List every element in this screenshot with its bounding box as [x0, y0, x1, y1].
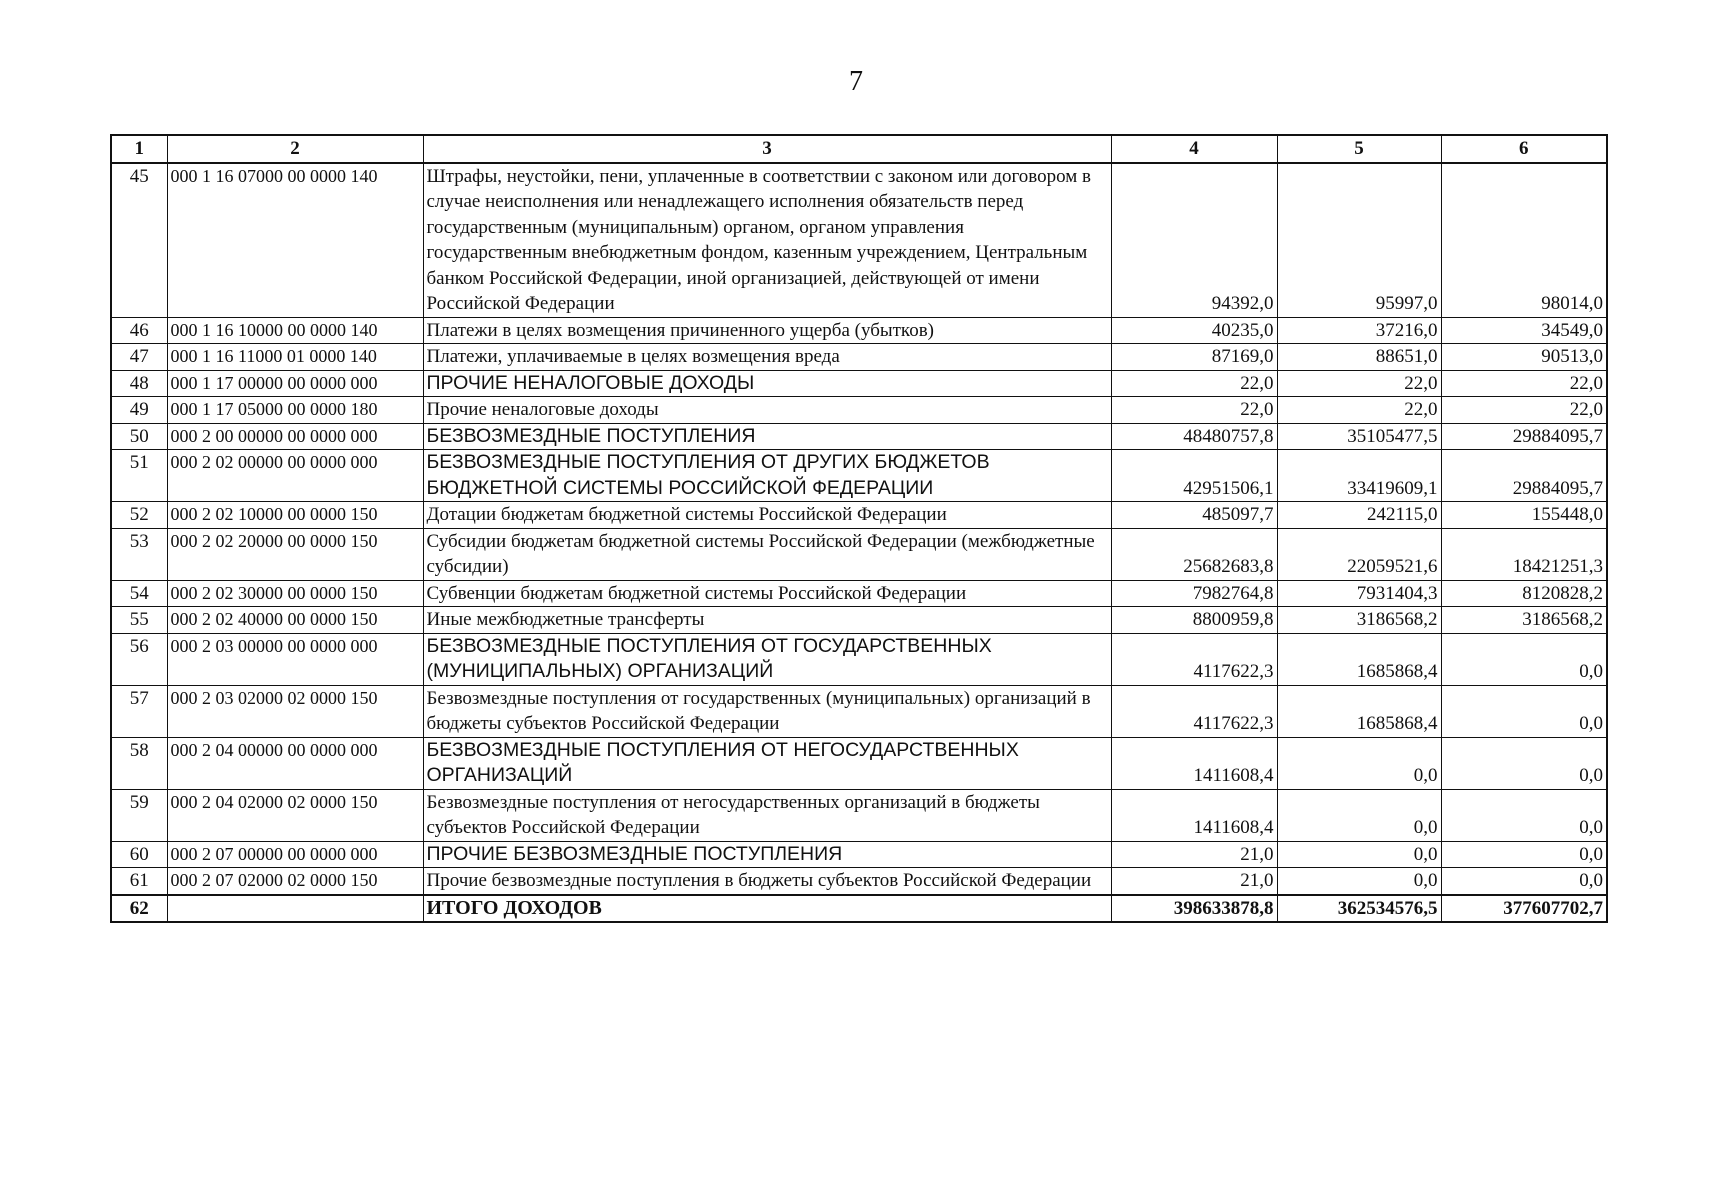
revenue-description: ПРОЧИЕ НЕНАЛОГОВЫЕ ДОХОДЫ — [423, 370, 1111, 397]
value-col4: 4117622,3 — [1111, 633, 1277, 685]
total-row-code — [167, 895, 423, 923]
value-col4: 7982764,8 — [1111, 580, 1277, 607]
budget-code: 000 2 02 20000 00 0000 150 — [167, 528, 423, 580]
value-col5: 0,0 — [1277, 737, 1441, 789]
table-row — [111, 789, 1607, 841]
value-col6: 8120828,2 — [1441, 580, 1607, 607]
value-col4: 485097,7 — [1111, 502, 1277, 529]
value-col4: 25682683,8 — [1111, 528, 1277, 580]
table-row — [111, 528, 1607, 580]
row-number: 59 — [111, 789, 167, 841]
value-col6: 22,0 — [1441, 397, 1607, 424]
value-col5: 1685868,4 — [1277, 685, 1441, 737]
value-col5: 22,0 — [1277, 370, 1441, 397]
total-row-label: ИТОГО ДОХОДОВ — [423, 895, 1111, 923]
row-number: 51 — [111, 450, 167, 502]
row-number: 54 — [111, 580, 167, 607]
column-header-4: 4 — [1111, 135, 1277, 163]
column-header-2: 2 — [167, 135, 423, 163]
revenue-table-container — [110, 134, 1606, 923]
value-col4: 22,0 — [1111, 370, 1277, 397]
budget-code: 000 1 16 10000 00 0000 140 — [167, 317, 423, 344]
budget-code: 000 2 03 02000 02 0000 150 — [167, 685, 423, 737]
row-number: 58 — [111, 737, 167, 789]
table-row — [111, 450, 1607, 502]
column-header-1: 1 — [111, 135, 167, 163]
value-col5: 7931404,3 — [1277, 580, 1441, 607]
total-value-col5: 362534576,5 — [1277, 895, 1441, 923]
value-col6: 29884095,7 — [1441, 423, 1607, 450]
revenue-description: БЕЗВОЗМЕЗДНЫЕ ПОСТУПЛЕНИЯ ОТ ГОСУДАРСТВЕННЫХ (МУНИЦИПАЛЬНЫХ) ОРГАНИЗАЦИЙ — [423, 633, 1111, 685]
value-col4: 40235,0 — [1111, 317, 1277, 344]
revenue-description: Штрафы, неустойки, пени, уплаченные в соответствии с законом или договором в случае неисполнения или ненадлежащего исполнения обязательств перед государственным (муниципальным) органом, органом управления государственным внебюджетным фондом, казенным учреждением, Центральным банком Российской Федерации, иной организацией, действующей от имени Российской Федерации — [423, 163, 1111, 318]
budget-code: 000 2 02 30000 00 0000 150 — [167, 580, 423, 607]
value-col6: 0,0 — [1441, 737, 1607, 789]
value-col6: 90513,0 — [1441, 344, 1607, 371]
column-header-3: 3 — [423, 135, 1111, 163]
budget-code: 000 2 03 00000 00 0000 000 — [167, 633, 423, 685]
value-col4: 21,0 — [1111, 841, 1277, 868]
row-number: 53 — [111, 528, 167, 580]
row-number: 46 — [111, 317, 167, 344]
total-value-col4: 398633878,8 — [1111, 895, 1277, 923]
value-col6: 22,0 — [1441, 370, 1607, 397]
table-row — [111, 423, 1607, 450]
value-col5: 88651,0 — [1277, 344, 1441, 371]
row-number: 52 — [111, 502, 167, 529]
value-col5: 37216,0 — [1277, 317, 1441, 344]
value-col5: 95997,0 — [1277, 163, 1441, 318]
total-row-number: 62 — [111, 895, 167, 923]
value-col6: 0,0 — [1441, 685, 1607, 737]
table-header-row — [111, 135, 1607, 163]
value-col5: 22059521,6 — [1277, 528, 1441, 580]
page-number: 7 — [849, 66, 863, 97]
budget-code: 000 1 17 00000 00 0000 000 — [167, 370, 423, 397]
budget-code: 000 2 02 40000 00 0000 150 — [167, 607, 423, 634]
revenue-description: Безвозмездные поступления от государственных (муниципальных) организаций в бюджеты субъектов Российской Федерации — [423, 685, 1111, 737]
value-col5: 0,0 — [1277, 841, 1441, 868]
row-number: 49 — [111, 397, 167, 424]
revenue-description: Субсидии бюджетам бюджетной системы Российской Федерации (межбюджетные субсидии) — [423, 528, 1111, 580]
value-col5: 35105477,5 — [1277, 423, 1441, 450]
table-row — [111, 317, 1607, 344]
row-number: 57 — [111, 685, 167, 737]
budget-code: 000 1 16 07000 00 0000 140 — [167, 163, 423, 318]
value-col6: 3186568,2 — [1441, 607, 1607, 634]
column-header-6: 6 — [1441, 135, 1607, 163]
revenue-description: Прочие неналоговые доходы — [423, 397, 1111, 424]
row-number: 47 — [111, 344, 167, 371]
revenue-description: БЕЗВОЗМЕЗДНЫЕ ПОСТУПЛЕНИЯ — [423, 423, 1111, 450]
table-row — [111, 685, 1607, 737]
revenue-description: Безвозмездные поступления от негосударственных организаций в бюджеты субъектов Российской Федерации — [423, 789, 1111, 841]
row-number: 61 — [111, 868, 167, 895]
revenue-description: Субвенции бюджетам бюджетной системы Российской Федерации — [423, 580, 1111, 607]
table-row — [111, 868, 1607, 895]
value-col4: 1411608,4 — [1111, 737, 1277, 789]
budget-code: 000 2 02 10000 00 0000 150 — [167, 502, 423, 529]
budget-code: 000 2 00 00000 00 0000 000 — [167, 423, 423, 450]
value-col4: 4117622,3 — [1111, 685, 1277, 737]
table-row — [111, 502, 1607, 529]
budget-code: 000 2 04 02000 02 0000 150 — [167, 789, 423, 841]
table-row — [111, 397, 1607, 424]
row-number: 50 — [111, 423, 167, 450]
row-number: 60 — [111, 841, 167, 868]
value-col6: 29884095,7 — [1441, 450, 1607, 502]
value-col5: 0,0 — [1277, 868, 1441, 895]
value-col4: 1411608,4 — [1111, 789, 1277, 841]
revenue-description: БЕЗВОЗМЕЗДНЫЕ ПОСТУПЛЕНИЯ ОТ НЕГОСУДАРСТВЕННЫХ ОРГАНИЗАЦИЙ — [423, 737, 1111, 789]
budget-code: 000 2 07 02000 02 0000 150 — [167, 868, 423, 895]
revenue-description: Дотации бюджетам бюджетной системы Российской Федерации — [423, 502, 1111, 529]
column-header-5: 5 — [1277, 135, 1441, 163]
table-row — [111, 633, 1607, 685]
total-value-col6: 377607702,7 — [1441, 895, 1607, 923]
budget-code: 000 1 16 11000 01 0000 140 — [167, 344, 423, 371]
value-col5: 3186568,2 — [1277, 607, 1441, 634]
value-col6: 0,0 — [1441, 789, 1607, 841]
value-col6: 18421251,3 — [1441, 528, 1607, 580]
revenue-description: Прочие безвозмездные поступления в бюджеты субъектов Российской Федерации — [423, 868, 1111, 895]
value-col5: 33419609,1 — [1277, 450, 1441, 502]
value-col6: 0,0 — [1441, 841, 1607, 868]
row-number: 56 — [111, 633, 167, 685]
value-col6: 0,0 — [1441, 633, 1607, 685]
table-row — [111, 163, 1607, 318]
revenue-description: Платежи, уплачиваемые в целях возмещения вреда — [423, 344, 1111, 371]
value-col5: 1685868,4 — [1277, 633, 1441, 685]
value-col5: 22,0 — [1277, 397, 1441, 424]
value-col4: 42951506,1 — [1111, 450, 1277, 502]
table-row — [111, 607, 1607, 634]
row-number: 45 — [111, 163, 167, 318]
value-col4: 22,0 — [1111, 397, 1277, 424]
table-row — [111, 737, 1607, 789]
table-row — [111, 344, 1607, 371]
row-number: 55 — [111, 607, 167, 634]
row-number: 48 — [111, 370, 167, 397]
table-row — [111, 580, 1607, 607]
table-row — [111, 370, 1607, 397]
budget-code: 000 2 04 00000 00 0000 000 — [167, 737, 423, 789]
value-col4: 87169,0 — [1111, 344, 1277, 371]
value-col4: 8800959,8 — [1111, 607, 1277, 634]
value-col6: 155448,0 — [1441, 502, 1607, 529]
budget-code: 000 1 17 05000 00 0000 180 — [167, 397, 423, 424]
budget-code: 000 2 07 00000 00 0000 000 — [167, 841, 423, 868]
value-col6: 34549,0 — [1441, 317, 1607, 344]
value-col5: 0,0 — [1277, 789, 1441, 841]
revenue-description: Платежи в целях возмещения причиненного ущерба (убытков) — [423, 317, 1111, 344]
table-body — [111, 163, 1607, 895]
revenue-description: Иные межбюджетные трансферты — [423, 607, 1111, 634]
value-col6: 98014,0 — [1441, 163, 1607, 318]
table-row — [111, 841, 1607, 868]
value-col5: 242115,0 — [1277, 502, 1441, 529]
value-col4: 21,0 — [1111, 868, 1277, 895]
total-row — [111, 895, 1607, 923]
value-col4: 48480757,8 — [1111, 423, 1277, 450]
revenue-table — [110, 134, 1608, 923]
revenue-description: ПРОЧИЕ БЕЗВОЗМЕЗДНЫЕ ПОСТУПЛЕНИЯ — [423, 841, 1111, 868]
revenue-description: БЕЗВОЗМЕЗДНЫЕ ПОСТУПЛЕНИЯ ОТ ДРУГИХ БЮДЖЕТОВ БЮДЖЕТНОЙ СИСТЕМЫ РОССИЙСКОЙ ФЕДЕРАЦИИ — [423, 450, 1111, 502]
value-col6: 0,0 — [1441, 868, 1607, 895]
budget-code: 000 2 02 00000 00 0000 000 — [167, 450, 423, 502]
value-col4: 94392,0 — [1111, 163, 1277, 318]
